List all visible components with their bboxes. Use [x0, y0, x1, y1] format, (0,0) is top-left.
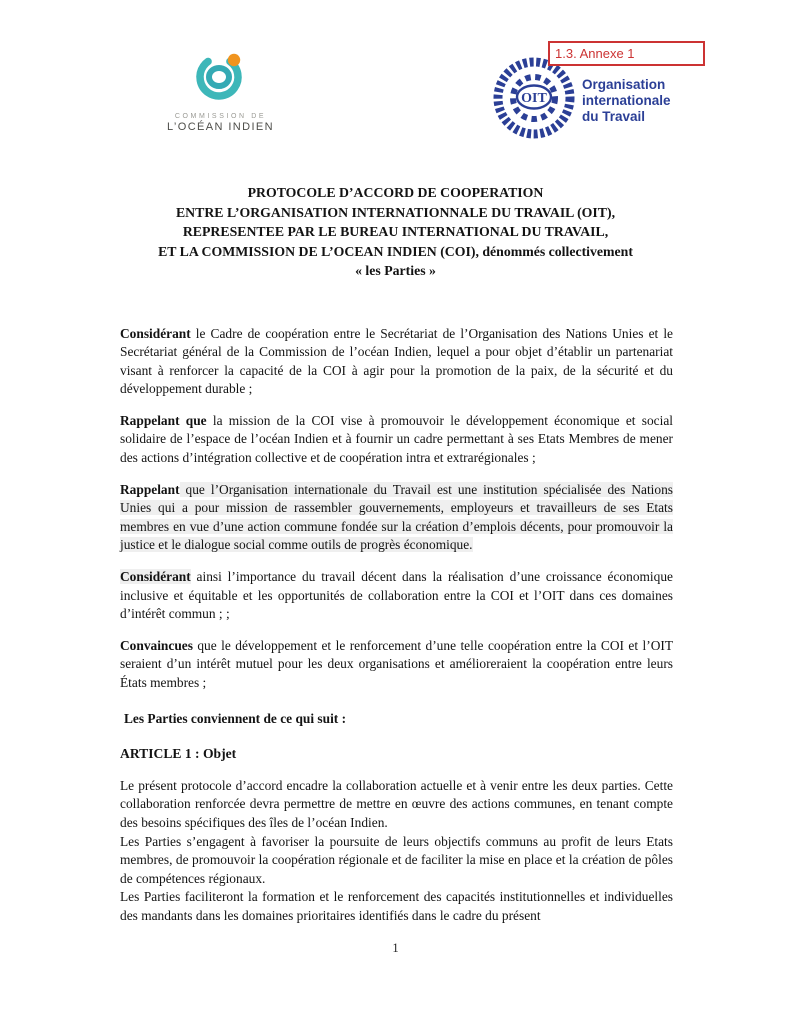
oit-name [582, 77, 671, 125]
document-body [120, 325, 673, 926]
paragraph-text: le Cadre de coopération entre le Secrétariat de l’Organisation des Nations Unies et le Secrétariat général de la Commission de l’océan Indien, lequel a pour objet d’établir un partenariat visant à renforcer la capacité de la COI à agir pour la promotion de la paix, de la sécurité et du développement durable ; [120, 325, 673, 397]
coi-name-line2: L’OCÉAN INDIEN [166, 121, 274, 133]
lead-word: Considérant [120, 325, 191, 341]
oit-logo [492, 56, 671, 145]
oit-name-line2: internationale [582, 92, 671, 108]
coi-logo [148, 48, 293, 133]
coi-name-line1: COMMISSION DE [174, 113, 267, 120]
oit-emblem-icon [492, 56, 576, 145]
title-line-4: ET LA COMMISSION DE L’OCEAN INDIEN (COI), dénommés collectivement [158, 243, 633, 259]
title-line-3: REPRESENTEE PAR LE BUREAU INTERNATIONAL DU TRAVAIL, [182, 224, 609, 239]
title-line-1: PROTOCOLE D’ACCORD DE COOPERATION [247, 185, 544, 200]
highlighted-lead-word: Considérant [120, 569, 191, 585]
highlighted-text: que l’Organisation internationale du Travail est une institution spécialisée des Nations Unies qui a pour mission de rassembler gouvernements, employeurs et travailleurs de ses Etats membres en vue d’une action commune fondée sur la création d’emplois décents, pour promouvoir la justice et le dialogue social comme outils de progrès économique. [120, 481, 673, 553]
document-title [90, 183, 701, 281]
lead-word: Convaincues [120, 637, 193, 653]
article-1-paragraph-1: Le présent protocole d’accord encadre la collaboration actuelle et à venir entre les deux parties. Cette collaboration renforcée devra permettre de mettre en œuvre des actions communes, en tenant compte des besoins spécifiques des îles de l’océan Indien. [120, 777, 673, 830]
page-number: 1 [392, 941, 399, 955]
paragraph-text: ainsi l’importance du travail décent dans la réalisation d’une croissance économique inclusive et équitable et les opportunités de collaboration entre la COI et l’OIT dans ces domaines d’intérêt commun ; ; [120, 569, 673, 622]
agreement-line: Les Parties conviennent de ce qui suit : [124, 710, 347, 726]
oit-name-line1: Organisation [582, 76, 666, 92]
lead-word: Rappelant que [120, 412, 207, 428]
preamble-paragraph-3 [120, 481, 673, 555]
title-line-5: « les Parties » [355, 263, 436, 278]
annexe-stamp: 1.3. Annexe 1 [548, 41, 705, 66]
lead-word: Rappelant [120, 481, 180, 497]
paragraph-text: que le développement et le renforcement d’une telle coopération entre la COI et l’OIT seraient d’un intérêt mutuel pour les deux organisations et amélioreraient la coopération entre leurs États membres ; [120, 637, 673, 690]
article-1-paragraph-2: Les Parties s’engagent à favoriser la poursuite de leurs objectifs communs au profit de leurs Etats membres, de promouvoir la coopération régionale et de faciliter la mise en place et la création de pôles de compétences régionaux. [120, 833, 673, 886]
paragraph-text: la mission de la COI vise à promouvoir le développement économique et social solidaire de l’espace de l’océan Indien et à fournir un cadre permettant à ses Etats Membres de mener des actions d’intégration collective et de coopération intra et extrarégionales ; [120, 412, 673, 466]
preamble-paragraph-5 [120, 637, 673, 693]
oit-emblem-text: OIT [521, 91, 547, 106]
title-line-2: ENTRE L’ORGANISATION INTERNATIONNALE DU TRAVAIL (OIT), [175, 204, 616, 220]
oit-name-line3: du Travail [582, 108, 646, 124]
preamble-paragraph-2 [120, 412, 673, 468]
article-1-body [120, 777, 673, 926]
preamble-paragraph-1 [120, 325, 673, 399]
coi-swirl-icon [188, 93, 254, 110]
article-1-paragraph-3: Les Parties faciliteront la formation et le renforcement des capacités institutionnelles et individuelles des mandants dans les domaines prioritaires identifiés dans le cadre du présent [120, 889, 673, 923]
page-header [0, 0, 791, 150]
article-1-heading: ARTICLE 1 : Objet [120, 746, 237, 762]
preamble-paragraph-4 [120, 568, 673, 624]
